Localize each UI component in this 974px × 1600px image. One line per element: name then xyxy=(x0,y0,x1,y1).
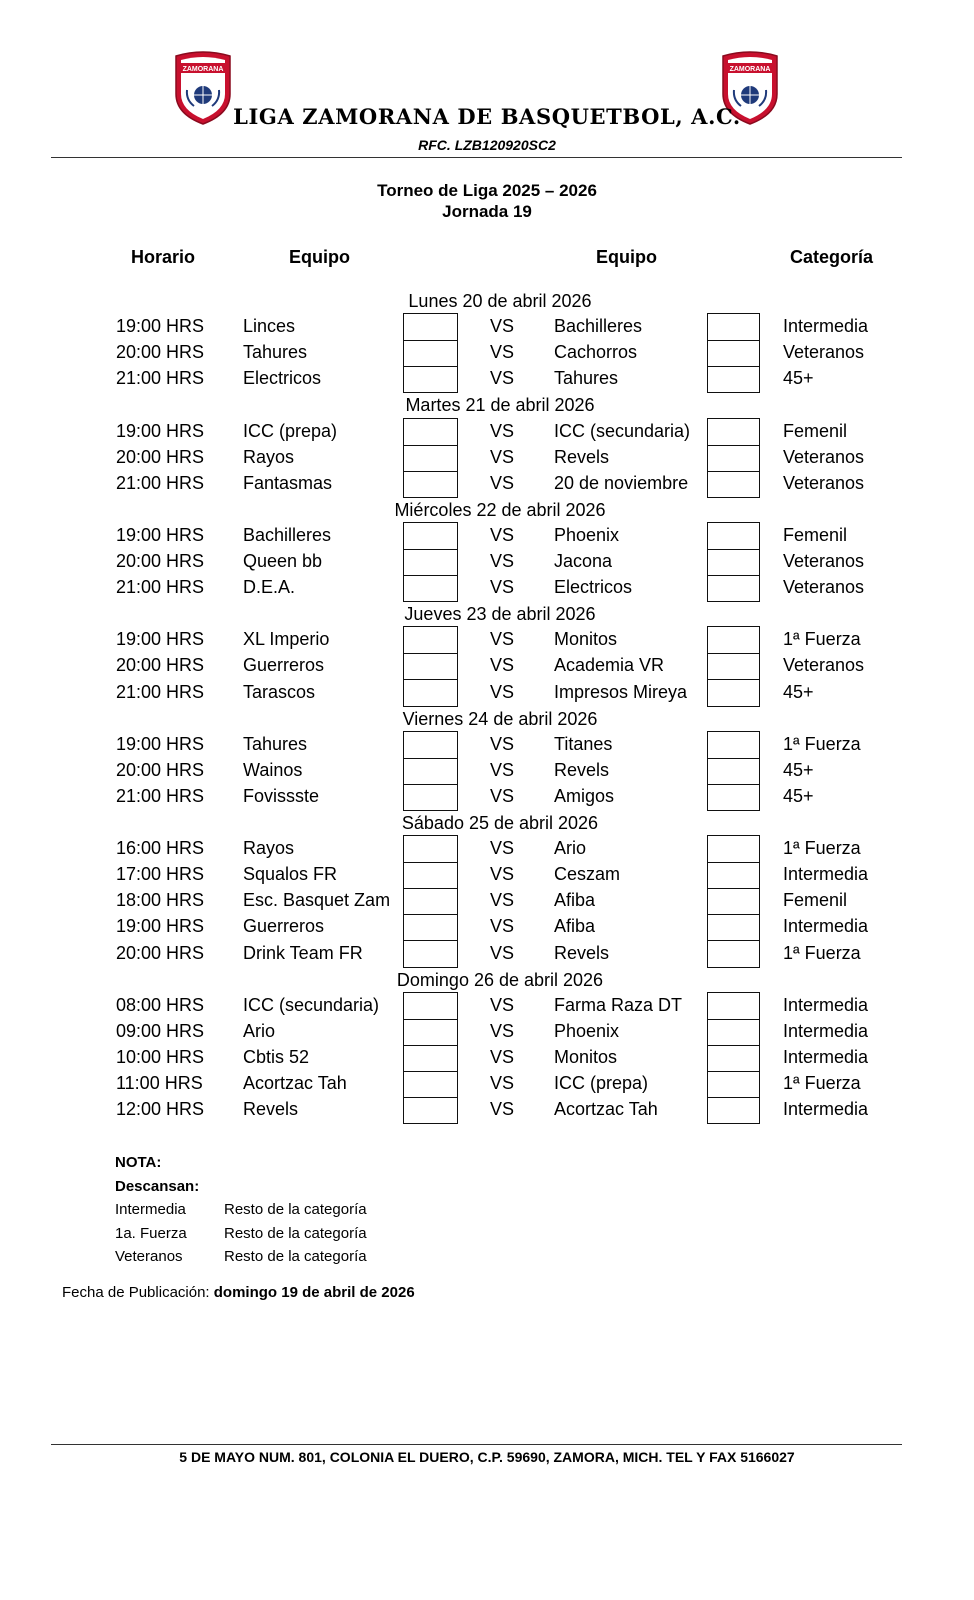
home-team: ICC (secundaria) xyxy=(243,994,380,1015)
game-time: 20:00 HRS xyxy=(116,942,205,963)
game-row xyxy=(0,626,974,652)
game-category: Veteranos xyxy=(783,446,865,467)
home-team: Revels xyxy=(243,1099,299,1120)
rest-category: 1a. Fuerza xyxy=(115,1225,187,1242)
game-category: Veteranos xyxy=(783,655,865,676)
away-team: Phoenix xyxy=(554,1020,620,1041)
game-time: 19:00 HRS xyxy=(116,916,205,937)
vs-label: VS xyxy=(490,942,515,963)
day-header: Viernes 24 de abril 2026 xyxy=(402,708,598,729)
away-score-box xyxy=(707,731,760,811)
game-category: Femenil xyxy=(783,524,848,545)
publication-date: domingo 19 de abril de 2026 xyxy=(213,1284,415,1301)
game-row xyxy=(0,913,974,939)
away-team: Monitos xyxy=(554,1046,618,1067)
game-row xyxy=(0,887,974,913)
game-time: 21:00 HRS xyxy=(116,577,205,598)
vs-label: VS xyxy=(490,342,515,363)
game-row xyxy=(0,470,974,496)
vs-label: VS xyxy=(490,629,515,650)
away-team: Phoenix xyxy=(554,524,620,545)
game-row xyxy=(0,418,974,444)
game-category: Intermedia xyxy=(783,1020,869,1041)
header-divider xyxy=(51,157,902,158)
game-time: 20:00 HRS xyxy=(116,342,205,363)
home-team: Acortzac Tah xyxy=(243,1073,347,1093)
game-time: 18:00 HRS xyxy=(116,890,205,911)
home-team: Fantasmas xyxy=(243,472,333,493)
game-category: 45+ xyxy=(783,681,814,702)
game-row xyxy=(0,444,974,470)
game-category: Veteranos xyxy=(783,342,865,363)
away-team: Afiba xyxy=(554,916,596,937)
away-team: Cachorros xyxy=(554,342,638,363)
game-category: 45+ xyxy=(783,785,814,806)
score-box-divider xyxy=(708,340,759,341)
score-box-divider xyxy=(404,888,457,889)
notes-title: NOTA: xyxy=(115,1154,162,1171)
game-row xyxy=(0,757,974,783)
vs-label: VS xyxy=(490,1020,515,1041)
home-team: Squalos FR xyxy=(243,864,338,885)
game-category: Intermedia xyxy=(783,1046,869,1067)
score-box-divider xyxy=(404,549,457,550)
game-row xyxy=(0,313,974,339)
away-score-box xyxy=(707,626,760,706)
game-category: 45+ xyxy=(783,759,814,780)
vs-label: VS xyxy=(490,420,515,441)
vs-label: VS xyxy=(490,733,515,754)
game-time: 09:00 HRS xyxy=(116,1020,205,1041)
away-team: Ceszam xyxy=(554,864,621,885)
org-name: LIGA ZAMORANA DE BASQUETBOL, A.C. xyxy=(233,104,741,129)
away-team: Impresos Mireya xyxy=(554,681,688,702)
home-team: Rayos xyxy=(243,446,295,467)
rfc-number: RFC. LZB120920SC2 xyxy=(418,137,556,153)
day-header: Domingo 26 de abril 2026 xyxy=(396,969,604,990)
game-time: 12:00 HRS xyxy=(116,1099,205,1120)
vs-label: VS xyxy=(490,577,515,598)
score-box-divider xyxy=(404,914,457,915)
game-category: Intermedia xyxy=(783,994,869,1015)
score-box-divider xyxy=(404,1045,457,1046)
day-header: Sábado 25 de abril 2026 xyxy=(401,813,599,833)
score-box-divider xyxy=(404,862,457,863)
away-team: Titanes xyxy=(554,733,613,754)
game-time: 10:00 HRS xyxy=(116,1046,205,1067)
away-team: Afiba xyxy=(554,890,596,911)
game-time: 21:00 HRS xyxy=(116,681,205,702)
game-category: Intermedia xyxy=(783,916,869,937)
score-box-divider xyxy=(404,340,457,341)
score-box-divider xyxy=(708,445,759,446)
score-box-divider xyxy=(404,679,457,680)
game-time: 21:00 HRS xyxy=(116,368,205,389)
vs-label: VS xyxy=(490,551,515,571)
away-team: Tahures xyxy=(554,368,619,389)
game-time: 19:00 HRS xyxy=(116,733,205,754)
game-row xyxy=(0,783,974,809)
game-time: 19:00 HRS xyxy=(116,629,205,650)
game-time: 20:00 HRS xyxy=(116,446,205,467)
game-row xyxy=(0,574,974,600)
score-box-divider xyxy=(708,940,759,941)
game-category: Intermedia xyxy=(783,316,869,337)
score-box-divider xyxy=(708,471,759,472)
away-team: Revels xyxy=(554,446,610,467)
score-box-divider xyxy=(708,914,759,915)
home-score-box xyxy=(403,731,458,811)
home-score-box xyxy=(403,418,458,498)
game-row xyxy=(0,1018,974,1044)
game-time: 16:00 HRS xyxy=(116,838,205,859)
home-team: D.E.A. xyxy=(243,577,296,598)
game-time: 19:00 HRS xyxy=(116,524,205,545)
score-box-divider xyxy=(404,366,457,367)
game-time: 19:00 HRS xyxy=(116,316,205,337)
game-time: 20:00 HRS xyxy=(116,759,205,780)
footer-divider xyxy=(51,1444,902,1445)
score-box-divider xyxy=(404,471,457,472)
vs-label: VS xyxy=(490,864,515,885)
game-category: Veteranos xyxy=(783,472,865,493)
away-team: ICC (prepa) xyxy=(554,1073,649,1093)
score-box-divider xyxy=(708,1019,759,1020)
game-row xyxy=(0,1096,974,1122)
home-team: Fovissste xyxy=(243,785,320,806)
home-score-box xyxy=(403,313,458,393)
away-team: Bachilleres xyxy=(554,316,643,337)
publication-line xyxy=(62,1284,415,1301)
vs-label: VS xyxy=(490,446,515,467)
home-team: Tarascos xyxy=(243,681,316,702)
rest-title: Descansan: xyxy=(115,1178,200,1195)
col-head-time: Horario xyxy=(131,247,196,267)
score-box-divider xyxy=(708,888,759,889)
home-team: Wainos xyxy=(243,759,303,780)
away-team: Revels xyxy=(554,942,610,963)
rest-category: Veteranos xyxy=(115,1248,183,1265)
away-team: Electricos xyxy=(554,577,633,598)
vs-label: VS xyxy=(490,759,515,780)
away-score-box xyxy=(707,992,760,1125)
vs-label: VS xyxy=(490,368,515,389)
vs-label: VS xyxy=(490,785,515,806)
score-box-divider xyxy=(708,1071,759,1072)
vs-label: VS xyxy=(490,681,515,702)
score-box-divider xyxy=(404,653,457,654)
home-score-box xyxy=(403,626,458,706)
vs-label: VS xyxy=(490,1073,515,1093)
vs-label: VS xyxy=(490,1046,515,1067)
home-team: Tahures xyxy=(243,733,308,754)
home-team: Bachilleres xyxy=(243,524,332,545)
day-header: Lunes 20 de abril 2026 xyxy=(408,291,592,311)
vs-label: VS xyxy=(490,890,515,911)
game-row xyxy=(0,679,974,705)
score-box-divider xyxy=(404,940,457,941)
away-score-box xyxy=(707,313,760,393)
game-row xyxy=(0,861,974,887)
game-time: 08:00 HRS xyxy=(116,994,205,1015)
game-category: Femenil xyxy=(783,420,848,441)
vs-label: VS xyxy=(490,838,515,859)
game-time: 21:00 HRS xyxy=(116,472,205,493)
home-team: Drink Team FR xyxy=(243,942,363,963)
score-box-divider xyxy=(404,1071,457,1072)
home-team: Queen bb xyxy=(243,551,323,571)
game-row xyxy=(0,1070,974,1096)
away-team: Jacona xyxy=(554,551,613,571)
svg-text:ZAMORANA: ZAMORANA xyxy=(729,66,771,73)
svg-text:ZAMORANA: ZAMORANA xyxy=(182,66,224,73)
game-row xyxy=(0,992,974,1018)
score-box-divider xyxy=(404,758,457,759)
game-row xyxy=(0,652,974,678)
home-score-box xyxy=(403,992,458,1125)
away-team: Acortzac Tah xyxy=(554,1099,658,1120)
home-score-box xyxy=(403,835,458,968)
vs-label: VS xyxy=(490,472,515,493)
rest-detail: Resto de la categoría xyxy=(224,1248,367,1265)
home-team: Guerreros xyxy=(243,655,325,676)
game-row xyxy=(0,365,974,391)
rest-category: Intermedia xyxy=(115,1201,186,1218)
tournament-title: Torneo de Liga 2025 – 2026 xyxy=(377,181,597,200)
publication-label: Fecha de Publicación: xyxy=(62,1284,210,1301)
score-box-divider xyxy=(708,758,759,759)
away-team: Monitos xyxy=(554,629,618,650)
game-row xyxy=(0,522,974,548)
score-box-divider xyxy=(708,549,759,550)
game-category: Veteranos xyxy=(783,551,865,571)
col-head-category: Categoría xyxy=(790,247,874,267)
game-time: 20:00 HRS xyxy=(116,655,205,676)
home-team: Rayos xyxy=(243,838,295,859)
score-box-divider xyxy=(404,1097,457,1098)
score-box-divider xyxy=(404,575,457,576)
score-box-divider xyxy=(404,445,457,446)
vs-label: VS xyxy=(490,524,515,545)
away-team: Academia VR xyxy=(554,655,665,676)
score-box-divider xyxy=(404,784,457,785)
home-team: Cbtis 52 xyxy=(243,1046,310,1067)
home-team: ICC (prepa) xyxy=(243,420,338,441)
away-team: Amigos xyxy=(554,785,615,806)
game-category: Veteranos xyxy=(783,577,865,598)
score-box-divider xyxy=(708,366,759,367)
vs-label: VS xyxy=(490,316,515,337)
game-row xyxy=(0,731,974,757)
game-row xyxy=(0,548,974,574)
day-header: Jueves 23 de abril 2026 xyxy=(404,604,596,625)
vs-label: VS xyxy=(490,994,515,1015)
away-team: Revels xyxy=(554,759,610,780)
score-box-divider xyxy=(708,1045,759,1046)
round-title: Jornada 19 xyxy=(442,202,532,221)
game-category: 45+ xyxy=(783,368,814,389)
away-score-box xyxy=(707,418,760,498)
score-box-divider xyxy=(708,862,759,863)
away-team: Farma Raza DT xyxy=(554,994,683,1015)
score-box-divider xyxy=(708,575,759,576)
home-team: Linces xyxy=(243,316,296,337)
game-category: 1ª Fuerza xyxy=(783,838,861,859)
game-category: 1ª Fuerza xyxy=(783,629,861,650)
away-score-box xyxy=(707,835,760,968)
game-time: 20:00 HRS xyxy=(116,551,205,571)
game-row xyxy=(0,339,974,365)
game-row xyxy=(0,1044,974,1070)
game-category: 1ª Fuerza xyxy=(783,942,861,963)
away-team: Ario xyxy=(554,838,587,859)
rest-detail: Resto de la categoría xyxy=(224,1201,367,1218)
game-time: 19:00 HRS xyxy=(116,420,205,441)
away-team: ICC (secundaria) xyxy=(554,420,691,441)
game-category: 1ª Fuerza xyxy=(783,733,861,754)
away-score-box xyxy=(707,522,760,602)
col-head-away: Equipo xyxy=(596,247,657,267)
home-team: XL Imperio xyxy=(243,629,330,650)
score-box-divider xyxy=(404,1019,457,1020)
game-time: 17:00 HRS xyxy=(116,864,205,885)
game-row xyxy=(0,835,974,861)
game-time: 11:00 HRS xyxy=(116,1073,203,1093)
game-category: 1ª Fuerza xyxy=(783,1073,861,1093)
col-head-home: Equipo xyxy=(289,247,350,267)
score-box-divider xyxy=(708,653,759,654)
home-team: Electricos xyxy=(243,368,322,389)
game-time: 21:00 HRS xyxy=(116,785,205,806)
vs-label: VS xyxy=(490,916,515,937)
away-team: 20 de noviembre xyxy=(554,472,689,493)
footer-address: 5 DE MAYO NUM. 801, COLONIA EL DUERO, C.P. 59690, ZAMORA, MICH. TEL Y FAX 5166027 xyxy=(179,1449,795,1465)
vs-label: VS xyxy=(490,1099,515,1120)
game-row xyxy=(0,940,974,966)
day-header: Miércoles 22 de abril 2026 xyxy=(394,499,606,520)
game-category: Femenil xyxy=(783,890,848,911)
home-score-box xyxy=(403,522,458,602)
rest-detail: Resto de la categoría xyxy=(224,1225,367,1242)
game-category: Intermedia xyxy=(783,864,869,885)
home-team: Esc. Basquet Zam xyxy=(243,890,391,911)
vs-label: VS xyxy=(490,655,515,676)
score-box-divider xyxy=(708,784,759,785)
home-team: Guerreros xyxy=(243,916,325,937)
game-category: Intermedia xyxy=(783,1099,869,1120)
home-team: Tahures xyxy=(243,342,308,363)
home-team: Ario xyxy=(243,1020,276,1041)
score-box-divider xyxy=(708,1097,759,1098)
day-header: Martes 21 de abril 2026 xyxy=(405,395,595,416)
score-box-divider xyxy=(708,679,759,680)
